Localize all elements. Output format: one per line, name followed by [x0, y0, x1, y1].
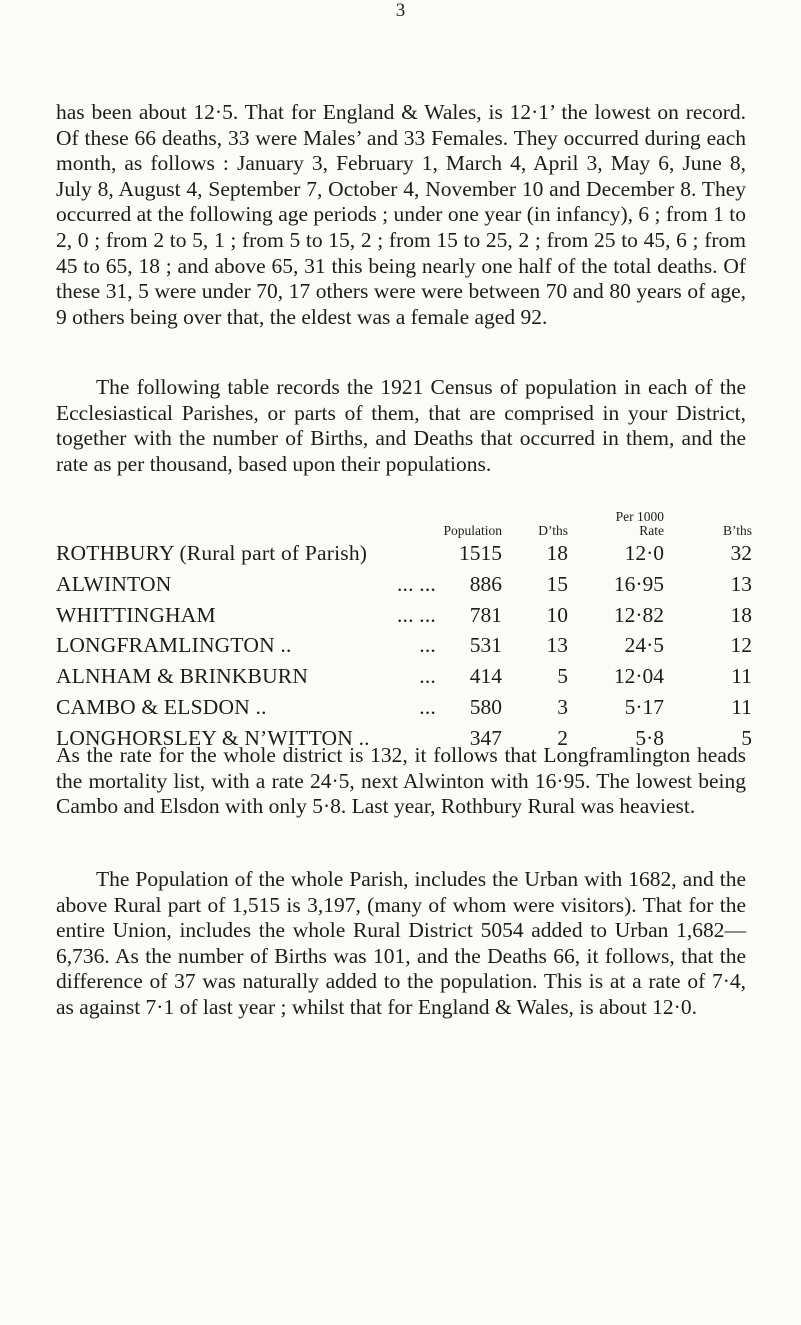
header-deaths: D’ths	[538, 523, 568, 538]
parish-name: CAMBO & ELSDON .. ...	[56, 694, 436, 719]
deaths-value: 13	[546, 633, 568, 658]
table-row	[56, 538, 752, 569]
population-value: 1515	[459, 541, 502, 565]
rate-value: 12·04	[613, 664, 664, 689]
deaths-value: 15	[546, 571, 568, 596]
parish-name: ROTHBURY (Rural part of Parish)	[56, 541, 368, 565]
paragraph-table-intro	[56, 375, 746, 477]
rate-value: 16·95	[613, 571, 664, 596]
population-value: 580	[469, 694, 502, 719]
births-value: 32	[730, 541, 752, 565]
population-value: 781	[469, 602, 502, 627]
deaths-value: 3	[557, 694, 568, 719]
header-rate-top: Per 1000	[615, 509, 664, 524]
population-value: 414	[469, 664, 502, 689]
page-number: 3	[395, 0, 406, 21]
population-value: 531	[469, 633, 502, 658]
births-value: 5	[741, 725, 752, 750]
table-row	[56, 661, 752, 692]
table-row	[56, 630, 752, 661]
deaths-value: 18	[546, 541, 568, 565]
paragraph-deaths-summary	[56, 100, 746, 330]
header-population: Population	[443, 523, 502, 538]
births-value: 13	[730, 571, 752, 596]
deaths-value: 10	[546, 602, 568, 627]
deaths-value: 2	[557, 725, 568, 750]
table-row	[56, 569, 752, 600]
table-row	[56, 600, 752, 631]
population-value: 886	[469, 571, 502, 596]
table-header-row	[56, 506, 752, 538]
rate-value: 5·8	[635, 725, 664, 750]
paragraph-text: has been about 12·5. That for England & Wales, is 12·1’ the lowest on record. Of these 66 deaths, 33 were Males’ and 33 Females. They occurred during each month, as follows : January 3, February 1, March 4, April 3, May 6, June 8, July 8, August 4, September 7, October 4, November 10 and December 8. They occurred at the following age periods ; under one year (in infancy), 6 ; from 1 to 2, 0 ; from 2 to 5, 1 ; from 5 to 15, 2 ; from 15 to 25, 2 ; from 25 to 45, 6 ; from 45 to 65, 18 ; and above 65, 31 this being nearly one half of the total deaths. Of these 31, 5 were under 70, 17 others were were between 70 and 80 years of age, 9 others being over that, the eldest was a female aged 92.	[56, 100, 746, 329]
parish-name: WHITTINGHAM ... ...	[56, 602, 436, 627]
header-rate	[568, 506, 664, 538]
census-table	[56, 506, 752, 754]
paragraph-population-summary	[56, 867, 746, 1021]
rate-value: 5·17	[624, 694, 664, 719]
paragraph-text: As the rate for the whole district is 132, it follows that Longframlington heads the mortality list, with a rate 24·5, next Alwinton with 16·95. The lowest being Cambo and Elsdon with only 5·8. Last year, Rothbury Rural was heaviest.	[56, 743, 746, 819]
table-row	[56, 692, 752, 723]
rate-value: 12·82	[613, 602, 664, 627]
parish-name: ALNHAM & BRINKBURN ...	[56, 664, 436, 689]
rate-value: 12·0	[624, 541, 664, 565]
paragraph-text: The following table records the 1921 Census of population in each of the Ecclesiastical Parishes, or parts of them, that are comprised in your District, together with the number of Births, and Deaths that occurred in them, and the rate as per thousand, based upon their populations.	[56, 375, 746, 476]
parish-name: LONGHORSLEY & N’WITTON ..	[56, 725, 370, 750]
parish-name: ALWINTON ... ...	[56, 571, 436, 596]
parish-name: LONGFRAMLINGTON .. ...	[56, 633, 436, 658]
births-value: 11	[731, 694, 752, 719]
births-value: 18	[730, 602, 752, 627]
header-births: B’ths	[722, 523, 752, 538]
header-rate-label: Rate	[639, 523, 664, 538]
rate-value: 24·5	[624, 633, 664, 658]
births-value: 12	[730, 633, 752, 658]
paragraph-mortality-comparison	[56, 743, 746, 820]
births-value: 11	[731, 664, 752, 689]
deaths-value: 5	[557, 664, 568, 689]
paragraph-text: The Population of the whole Parish, includes the Urban with 1682, and the above Rural part of 1,515 is 3,197, (many of whom were visitors). That for the entire Union, includes the whole Rural District 5054 added to Urban 1,682—6,736. As the number of Births was 101, and the Deaths 66, it follows, that the difference of 37 was naturally added to the population. This is at a rate of 7·4, as against 7·1 of last year ; whilst that for England & Wales, is about 12·0.	[56, 867, 746, 1019]
population-value: 347	[469, 725, 502, 750]
